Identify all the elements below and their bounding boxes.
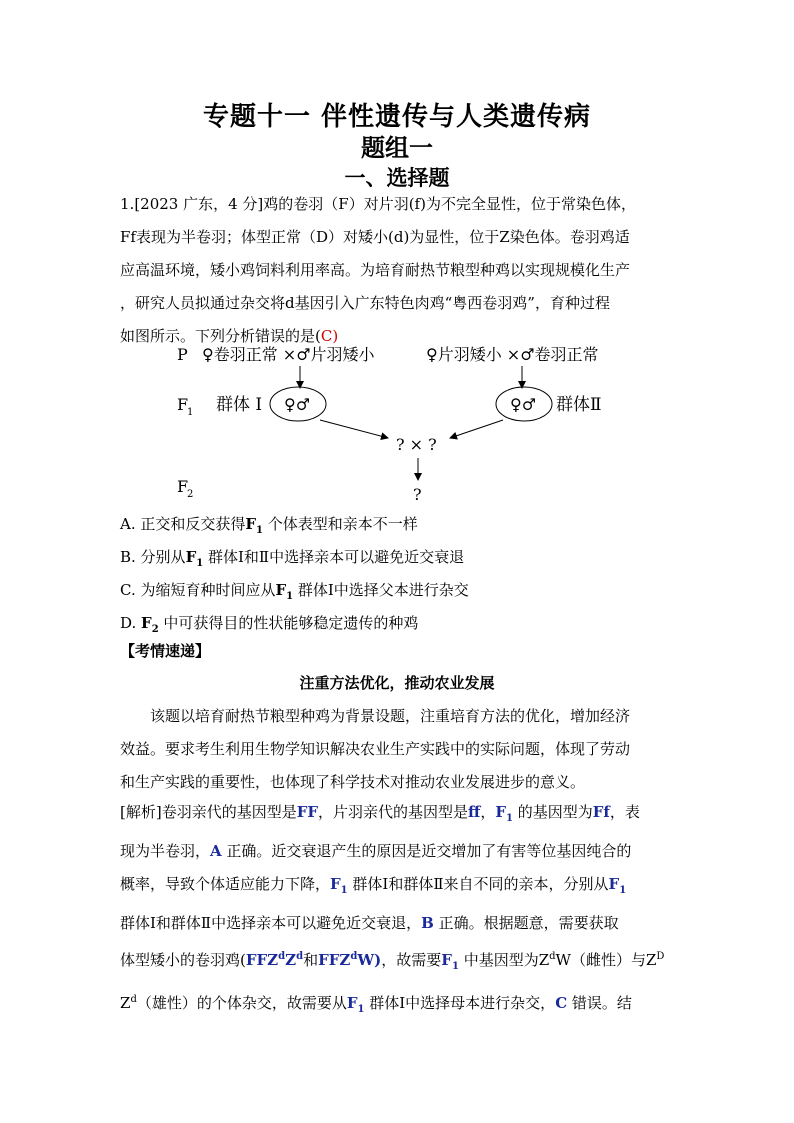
analysis-line-2: 现为半卷羽，A 正确。近交衰退产生的原因是近交增加了有害等位基因纯合的	[120, 842, 632, 860]
page-title: 专题十一 伴性遗传与人类遗传病	[202, 102, 592, 132]
question-line-2: Ff表现为半卷羽；体型正常（D）对矮小(d)为显性，位于Z染色体。卷羽鸡适	[120, 228, 630, 246]
answer-mark: C	[320, 327, 333, 345]
arrow-group2-to-cross	[450, 420, 503, 438]
question-line-5: 如图所示。下列分析错误的是(C)	[120, 327, 339, 345]
question-stem	[120, 188, 680, 353]
analysis-line-4: 群体Ⅰ和群体Ⅱ中选择亲本可以避免近交衰退，B 正确。根据题意，需要获取	[120, 914, 619, 932]
f1-label: F	[177, 395, 189, 414]
group1-label: 群体 I	[216, 395, 263, 415]
analysis-line-3: 概率，导致个体适应能力下降，$F_1$ 群体Ⅰ和群体Ⅱ来自不同的亲本，分别从$F_1$	[120, 875, 627, 896]
analysis-text	[120, 796, 680, 1026]
analysis-line-6: $Z^d$（雄性）的个体杂交，故需要从$F_1$ 群体Ⅰ中选择母本进行杂交，C 错误。结	[120, 994, 632, 1015]
kaoqing-tag: 【考情速递】	[120, 642, 211, 660]
cross-left: ♀卷羽正常 ×♂片羽矮小	[202, 345, 375, 364]
option-a[interactable]: A. 正交和反交获得$F_1$ 个体表型和亲本不一样	[120, 515, 418, 536]
cross-middle: ? × ?	[396, 435, 437, 454]
analysis-line-1: [解析]卷羽亲代的基因型是FF，片羽亲代的基因型是ff，$F_1$ 的基因型为Ff，表	[120, 803, 640, 824]
question-line-4: ，研究人员拟通过杂交将d基因引入广东特色肉鸡“粤西卷羽鸡”，育种过程	[120, 294, 610, 312]
group2-sexes: ♀♂	[510, 395, 537, 414]
option-b[interactable]: B. 分别从$F_1$ 群体Ⅰ和Ⅱ中选择亲本可以避免近交衰退	[120, 548, 465, 569]
cross-right: ♀片羽矮小 ×♂卷羽正常	[426, 345, 599, 364]
f2-label: F	[177, 477, 189, 496]
desc-line-3: 和生产实践的重要性，也体现了科学技术对推动农业发展进步的意义。	[120, 773, 586, 791]
kaoqing-subtitle: 注重方法优化，推动农业发展	[299, 674, 495, 692]
group1-sexes: ♀♂	[284, 395, 311, 414]
option-c[interactable]: C. 为缩短育种时间应从$F_1$ 群体Ⅰ中选择父本进行杂交	[120, 581, 469, 602]
f2-result: ?	[413, 485, 422, 504]
question-line-3: 应高温环境，矮小鸡饲料利用率高。为培育耐热节粮型种鸡以实现规模化生产	[120, 261, 631, 279]
section-title: 一、选择题	[344, 165, 450, 190]
breeding-diagram	[160, 338, 640, 508]
p-label: P	[177, 345, 188, 364]
group-title: 题组一	[361, 133, 433, 162]
kaoqing-description	[120, 700, 680, 799]
desc-line-1: 该题以培育耐热节粮型种鸡为背景设题，注重培育方法的优化，增加经济	[150, 707, 631, 725]
arrow-group1-to-cross	[320, 420, 388, 438]
question-line-1: 1.[2023 广东，4 分]鸡的卷羽（F）对片羽(f)为不完全显性，位于常染色体，	[120, 195, 636, 213]
options-list	[120, 508, 680, 640]
f2-subscript: 2	[187, 489, 194, 500]
desc-line-2: 效益。要求考生利用生物学知识解决农业生产实践中的实际问题，体现了劳动	[120, 740, 631, 758]
f1-subscript: 1	[187, 407, 194, 418]
group2-label: 群体Ⅱ	[556, 395, 602, 415]
option-d[interactable]: D. $F_2$ 中可获得目的性状能够稳定遗传的种鸡	[120, 614, 419, 635]
analysis-line-5: 体型矮小的卷羽鸡($FFZ^dZ^d$和FFZ$^d$W)，故需要$F_1$ 中基因型为$Z^dW$（雌性）与$Z^D$	[120, 951, 665, 972]
